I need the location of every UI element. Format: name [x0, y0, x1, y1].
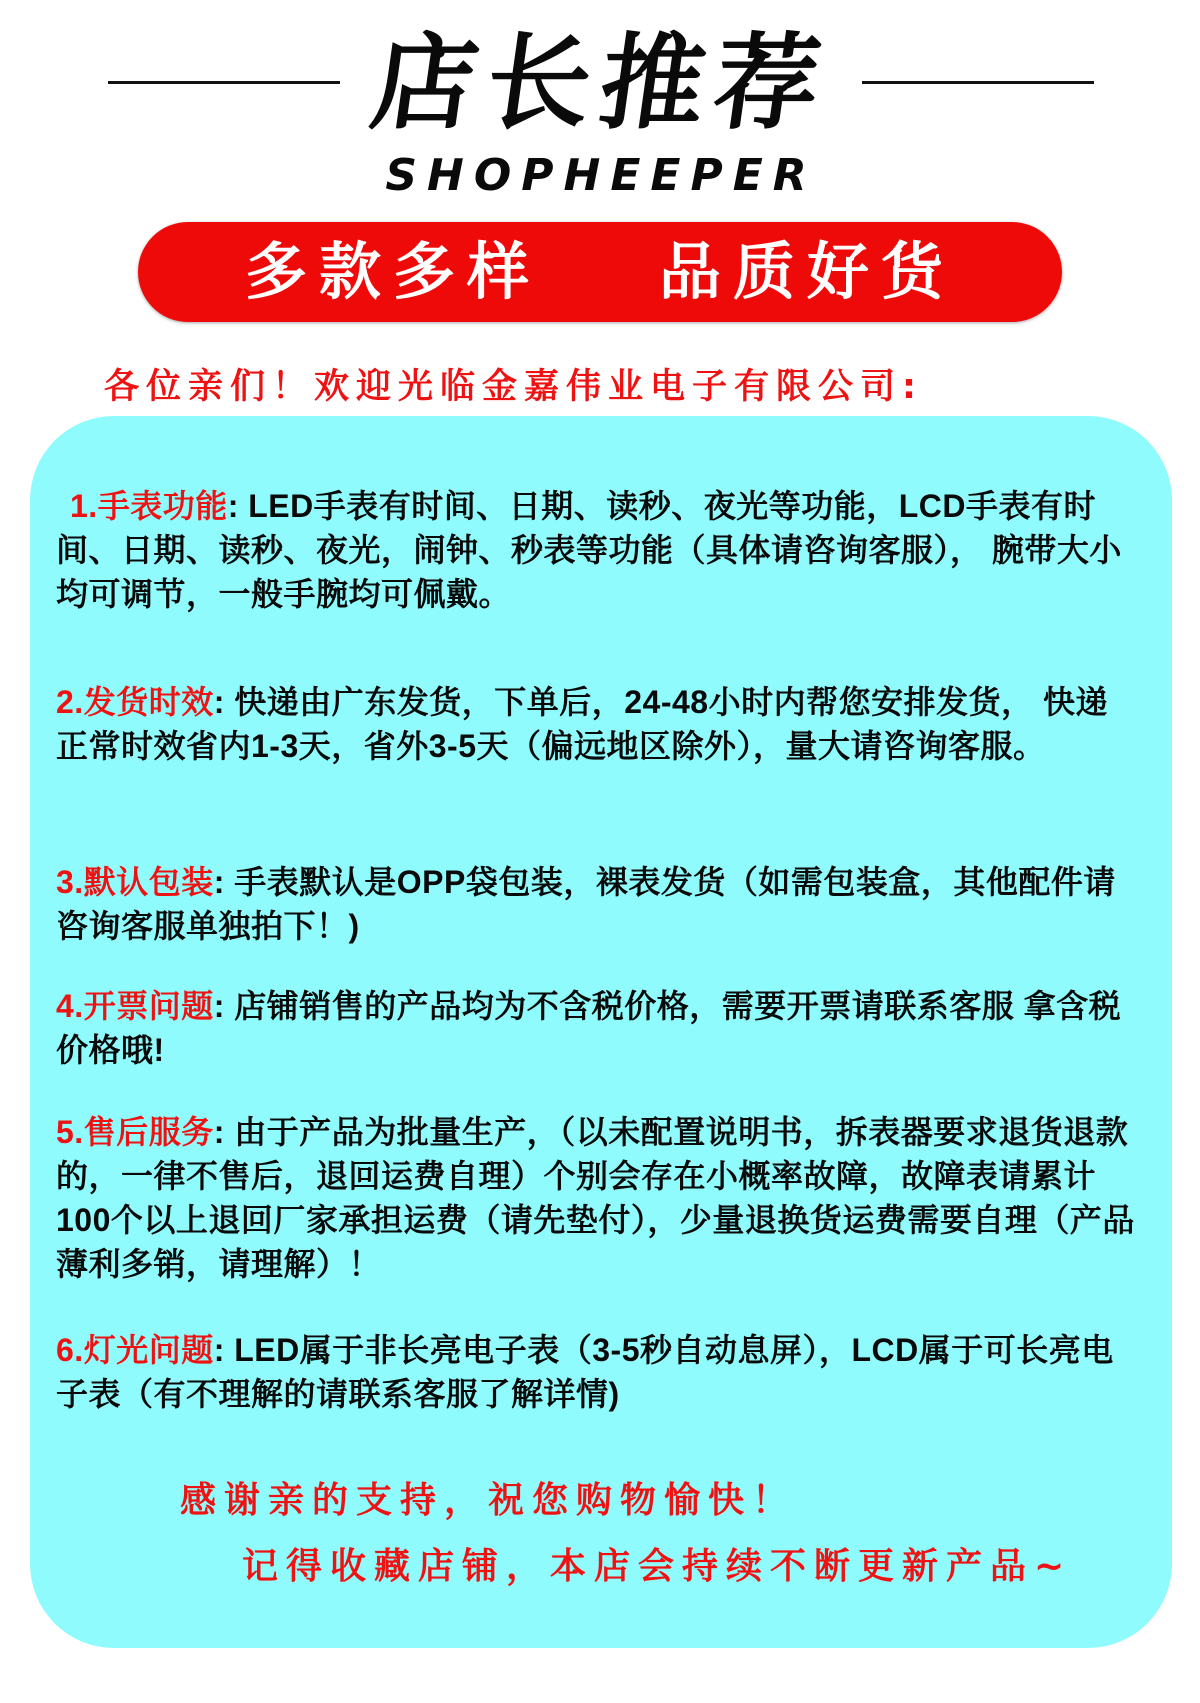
notice-label: 5.售后服务 [56, 1114, 214, 1150]
brand-title: 店长推荐 [364, 21, 838, 144]
bookmark-line: 记得收藏店铺，本店会持续不断更新产品~ [242, 1546, 1073, 1587]
notice-text: : LED属于非长亮电子表（3-5秒自动息屏），LCD属于可长亮电子表（有不理解的请联系客服了解详情) [56, 1332, 1114, 1412]
notice-item-function [56, 484, 1140, 616]
notice-item-shipping [56, 680, 1140, 768]
notice-label: 2.发货时效 [56, 684, 214, 720]
header-divider-right [862, 81, 1094, 84]
notice-item-lighting [56, 1328, 1140, 1416]
header-divider-left [108, 81, 340, 84]
notice-text: : 手表默认是OPP袋包装，裸表发货（如需包装盒，其他配件请咨询客服单独拍下！) [56, 864, 1116, 944]
notice-text: : 由于产品为批量生产，（以未配置说明书，拆表器要求退货退款的，一律不售后，退回运费自理）个别会存在小概率故障，故障表请累计100个以上退回厂家承担运费（请先垫付），少量退换货运费需要自理（产品薄利多销，请理解）！ [56, 1114, 1135, 1282]
notice-label: 6.灯光问题 [56, 1332, 214, 1368]
notice-text: : 店铺销售的产品均为不含税价格，需要开票请联系客服 拿含税价格哦! [56, 988, 1122, 1068]
slogan-right: 品质好货 [659, 235, 956, 308]
notice-label: 4.开票问题 [56, 988, 214, 1024]
notice-label: 3.默认包装 [56, 864, 214, 900]
slogan-left: 多款多样 [244, 235, 541, 308]
notice-item-invoice [56, 984, 1140, 1072]
notice-text: : LED手表有时间、日期、读秒、夜光等功能，LCD手表有时间、日期、读秒、夜光，闹钟、秒表等功能（具体请咨询客服）， 腕带大小均可调节，一般手腕均可佩戴。 [56, 488, 1122, 612]
notice-item-aftersales [56, 1110, 1140, 1286]
notice-text: : 快递由广东发货，下单后，24-48小时内帮您安排发货， 快递正常时效省内1-3天，省外3-5天（偏远地区除外），量大请咨询客服。 [56, 684, 1108, 764]
slogan-banner [138, 222, 1062, 322]
welcome-line: 各位亲们！欢迎光临金嘉伟业电子有限公司: [104, 367, 923, 407]
thanks-line: 感谢亲的支持，祝您购物愉快！ [180, 1480, 797, 1521]
notice-label: 1.手表功能 [70, 488, 228, 524]
brand-subtitle: SHOPHEEPER [385, 150, 817, 201]
notice-item-packaging [56, 860, 1140, 948]
